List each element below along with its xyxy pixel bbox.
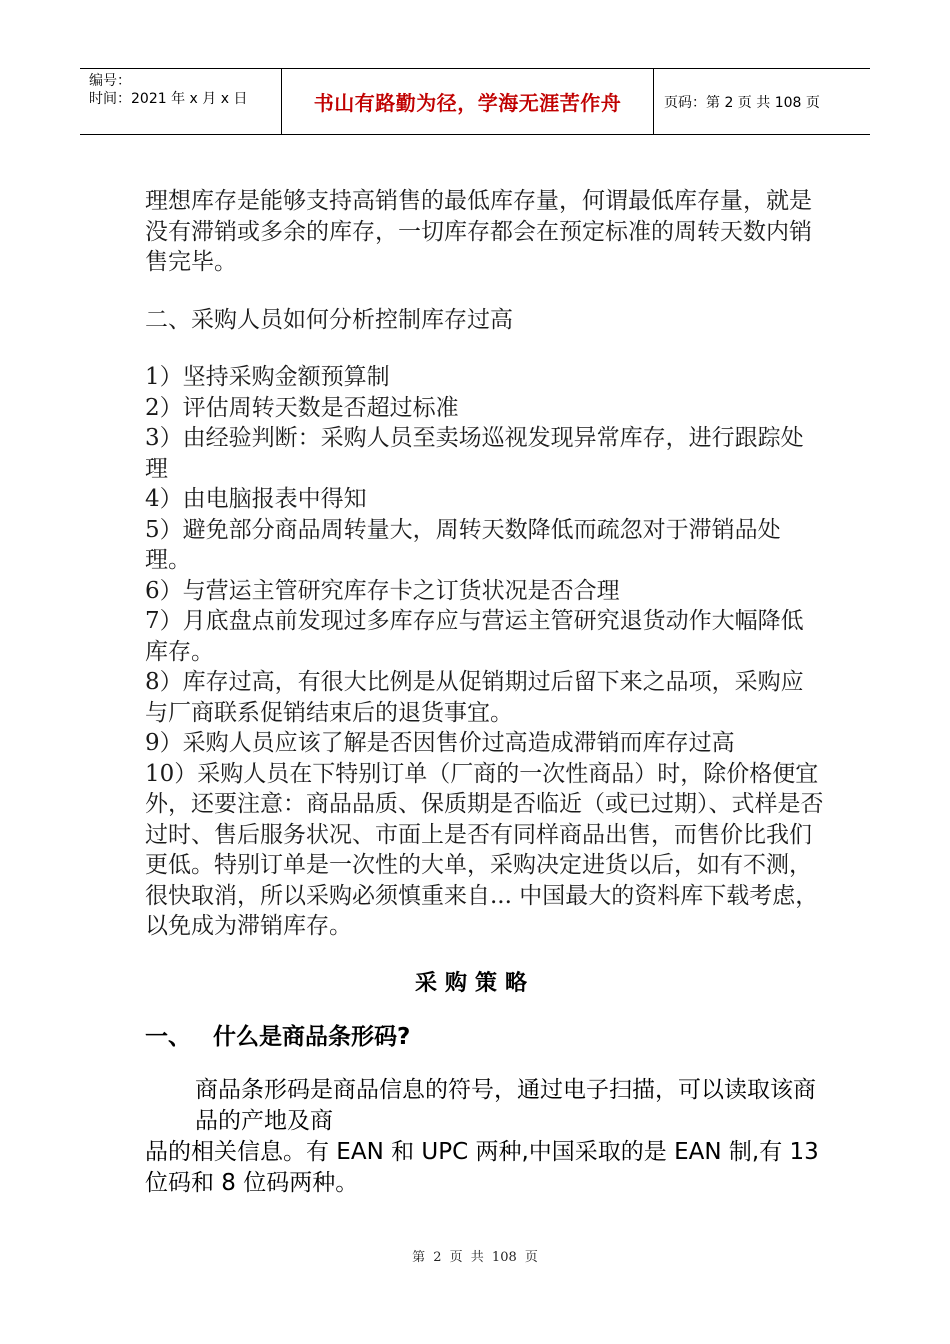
list-item: 2）评估周转天数是否超过标准 — [145, 394, 459, 421]
header-motto: 书山有路勤为径，学海无涯苦作舟 — [282, 69, 654, 134]
page-footer: 第 2 页 共 108 页 — [412, 1250, 538, 1265]
section-two-title: 二、采购人员如何分析控制库存过高 — [145, 307, 513, 333]
header-meta-cell — [80, 69, 282, 134]
list-item: 3）由经验判断：采购人员至卖场巡视发现异常库存，进行跟踪处理 — [145, 425, 804, 482]
intro-paragraph: 理想库存是能够支持高销售的最低库存量，何谓最低库存量，就是没有滞销或多余的库存，一切库存都会在预定标准的周转天数内销售完毕。 — [145, 188, 812, 275]
inventory-control-list — [145, 362, 825, 942]
list-item: 4）由电脑报表中得知 — [145, 486, 367, 512]
list-item: 5）避免部分商品周转量大，周转天数降低而疏忽对于滞销品处理。 — [145, 516, 781, 573]
list-item: 7）月底盘点前发现过多库存应与营运主管研究退货动作大幅降低库存。 — [145, 608, 804, 665]
header-date-label: 时间：2021 年 x 月 x 日 — [89, 91, 248, 107]
list-item: 9）采购人员应该了解是否因售价过高造成滞销而库存过高 — [145, 730, 735, 756]
list-item: 1）坚持采购金额预算制 — [145, 364, 390, 390]
list-item: 6）与营运主管研究库存卡之订货状况是否合理 — [145, 577, 620, 604]
barcode-paragraph — [145, 1075, 825, 1199]
section-one-title: 什么是商品条形码? — [213, 1024, 411, 1050]
list-item: 10）采购人员在下特别订单（厂商的一次性商品）时，除价格便宜外，还要注意：商品品质、保质期是否临近（或已过期）、式样是否过时、售后服务状况、市面上是否有同样商品出售，而售价比我们更低。特别订单是一次性的大单，采购决定进货以后，如有不测，很快取消，所以采购必须慎重来自... 中国最大的资料库下载考虑，以免成为滞销库存。 — [145, 760, 824, 939]
header-number-label: 编号： — [89, 73, 131, 89]
header-page-info: 页码：第 2 页 共 108 页 — [664, 94, 820, 111]
section-one-heading — [145, 1018, 410, 1051]
strategy-heading: 采购策略 — [414, 970, 535, 996]
page-header — [80, 68, 870, 135]
section-one-number: 一、 — [145, 1024, 191, 1050]
barcode-line-2: 品的相关信息。有 EAN 和 UPC 两种,中国采取的是 EAN 制,有 13 位码和 8 位码两种。 — [145, 1139, 819, 1196]
list-item: 8）库存过高，有很大比例是从促销期过后留下来之品项，采购应与厂商联系促销结束后的退货事宜。 — [145, 669, 804, 726]
barcode-line-1: 商品条形码是商品信息的符号，通过电子扫描，可以读取该商品的产地及商 — [195, 1077, 816, 1134]
